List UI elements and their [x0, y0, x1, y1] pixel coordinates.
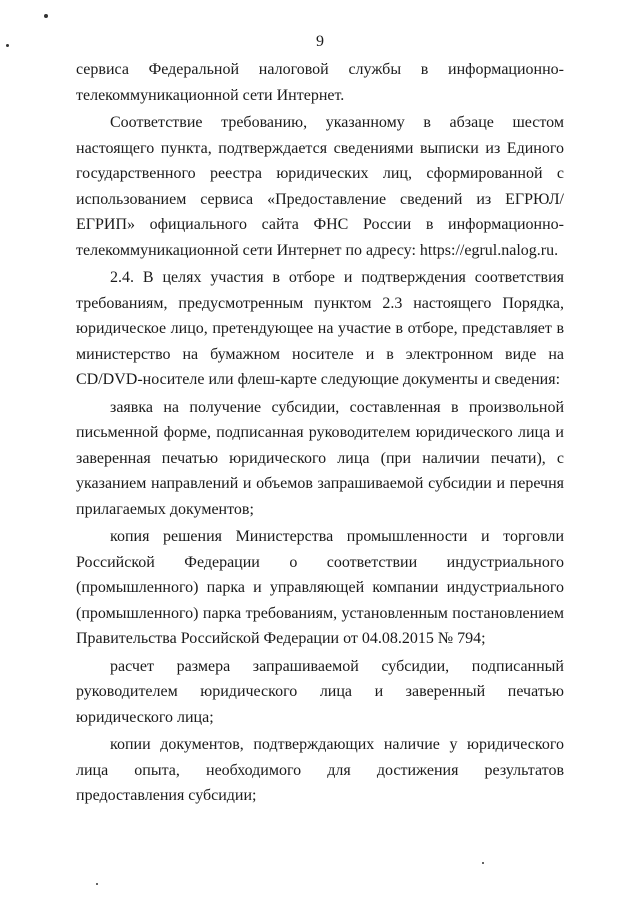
- scan-speck: [482, 862, 484, 864]
- paragraph: копия решения Министерства промышленности и торговли Российской Федерации о соответствии индустриального (промышленного) парка и управляющей компании индустриального (промышленного) парка требованиям, установленным постановлением Правительства Российской Федерации от 04.08.2015 № 794;: [76, 528, 564, 647]
- paragraph: 2.4. В целях участия в отборе и подтверждения соответствия требованиям, предусмотренным пунктом 2.3 настоящего Порядка, юридическое лицо, претендующее на участие в отборе, представляет в министерство на бумажном носителе и в электронном виде на CD/DVD-носителе или флеш-карте следующие документы и сведения:: [76, 269, 564, 388]
- scan-speck: [6, 44, 9, 47]
- paragraph: заявка на получение субсидии, составленная в произвольной письменной форме, подписанная руководителем юридического лица и заверенная печатью юридического лица (при наличии печати), с указанием направлений и объемов запрашиваемой субсидии и перечня прилагаемых документов;: [76, 398, 564, 518]
- paragraph: расчет размера запрашиваемой субсидии, подписанный руководителем юридического лица и заверенный печатью юридического лица;: [76, 657, 564, 726]
- paragraph: сервиса Федеральной налоговой службы в информационно-телекоммуникационной сети Интернет.: [76, 61, 564, 104]
- paragraph: Соответствие требованию, указанному в абзаце шестом настоящего пункта, подтверждается сведениями выписки из Единого государственного реестра юридических лиц, сформированной с использованием сервиса «Предоставление сведений из ЕГРЮЛ/ЕГРИП» официального сайта ФНС России в информационно-телекоммуникационной сети Интернет по адресу: https://egrul.nalog.ru.: [76, 114, 564, 259]
- scan-speck: [96, 883, 98, 885]
- paragraph: копии документов, подтверждающих наличие у юридического лица опыта, необходимого для достижения результатов предоставления субсидии;: [76, 736, 564, 804]
- scan-speck: [44, 14, 48, 18]
- document-body: [76, 57, 564, 809]
- page-number: 9: [316, 33, 324, 50]
